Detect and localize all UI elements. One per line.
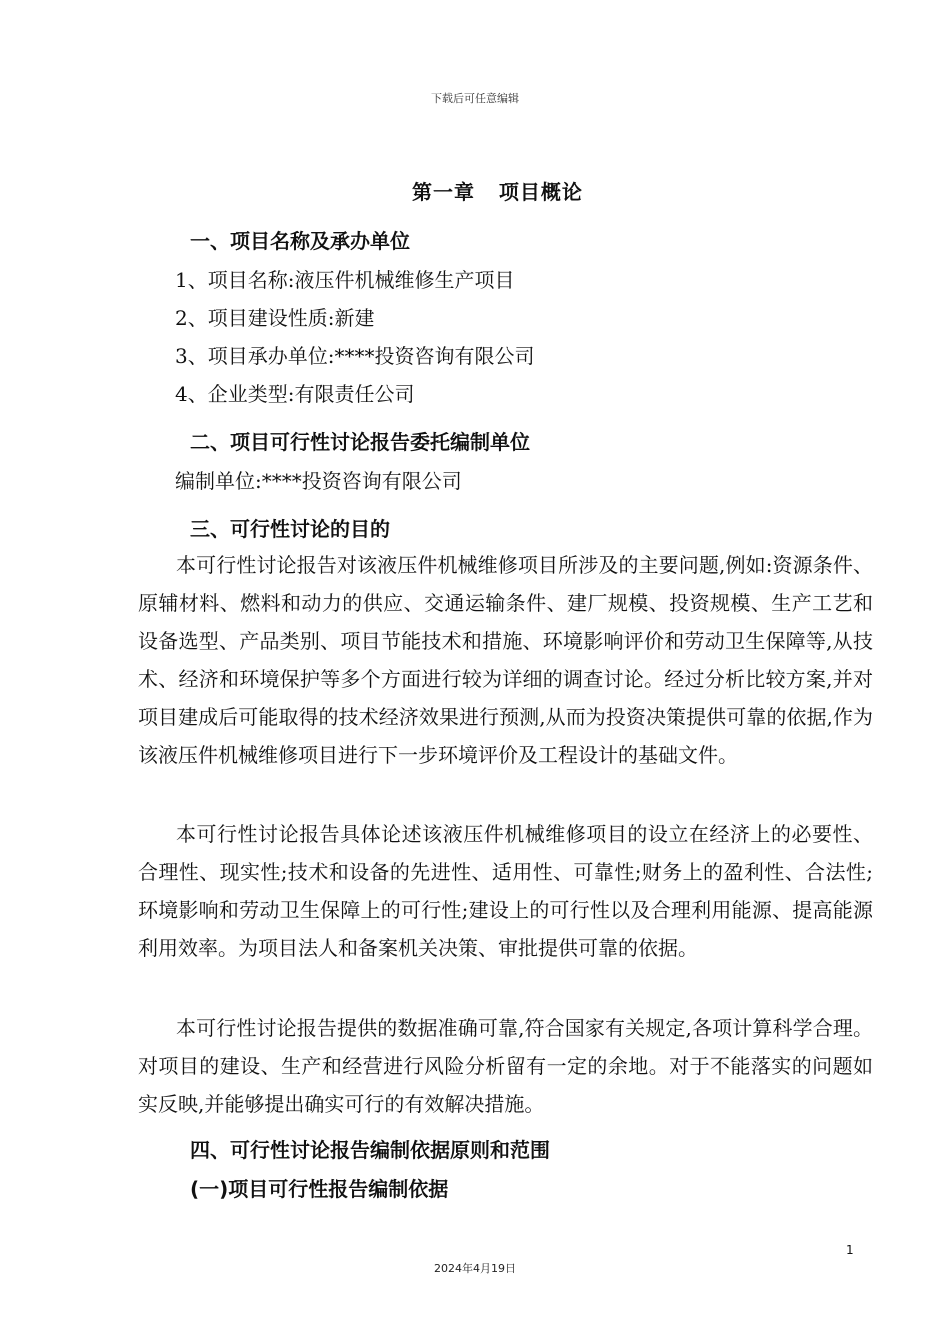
construction-nature-line: 2、项目建设性质:新建 xyxy=(175,306,375,330)
section-heading-3: 三、可行性讨论的目的 xyxy=(190,517,390,541)
enterprise-type-line: 4、企业类型:有限责任公司 xyxy=(175,382,415,406)
section-heading-2: 二、项目可行性讨论报告委托编制单位 xyxy=(190,430,530,454)
subsection-heading: (一)项目可行性报告编制依据 xyxy=(190,1177,449,1201)
footer-date: 2024年4月19日 xyxy=(434,1262,516,1275)
project-name-line: 1、项目名称:液压件机械维修生产项目 xyxy=(175,268,515,292)
purpose-paragraph-3: 本可行性讨论报告提供的数据准确可靠,符合国家有关规定,各项计算科学合理。对项目的建设、生产和经营进行风险分析留有一定的余地。对于不能落实的问题如实反映,并能够提出确实可行的有效解决措施。 xyxy=(138,1016,873,1116)
header-note: 下载后可任意编辑 xyxy=(431,92,519,105)
undertaking-unit-line: 3、项目承办单位:****投资咨询有限公司 xyxy=(175,344,535,368)
compiling-unit-line: 编制单位:****投资咨询有限公司 xyxy=(175,469,462,493)
page-number: 1 xyxy=(846,1243,854,1257)
purpose-paragraph-2: 本可行性讨论报告具体论述该液压件机械维修项目的设立在经济上的必要性、合理性、现实性;技术和设备的先进性、适用性、可靠性;财务上的盈利性、合法性;环境影响和劳动卫生保障上的可行性;建设上的可行性以及合理利用能源、提高能源利用效率。为项目法人和备案机关决策、审批提供可靠的依据。 xyxy=(138,822,873,960)
section-heading-4: 四、可行性讨论报告编制依据原则和范围 xyxy=(190,1138,550,1162)
chapter-title: 第一章 项目概论 xyxy=(412,180,583,204)
purpose-paragraph-1: 本可行性讨论报告对该液压件机械维修项目所涉及的主要问题,例如:资源条件、原辅材料、燃料和动力的供应、交通运输条件、建厂规模、投资规模、生产工艺和设备选型、产品类别、项目节能技术和措施、环境影响评价和劳动卫生保障等,从技术、经济和环境保护等多个方面进行较为详细的调查讨论。经过分析比较方案,并对项目建成后可能取得的技术经济效果进行预测,从而为投资决策提供可靠的依据,作为该液压件机械维修项目进行下一步环境评价及工程设计的基础文件。 xyxy=(138,553,873,767)
section-heading-1: 一、项目名称及承办单位 xyxy=(190,229,410,253)
